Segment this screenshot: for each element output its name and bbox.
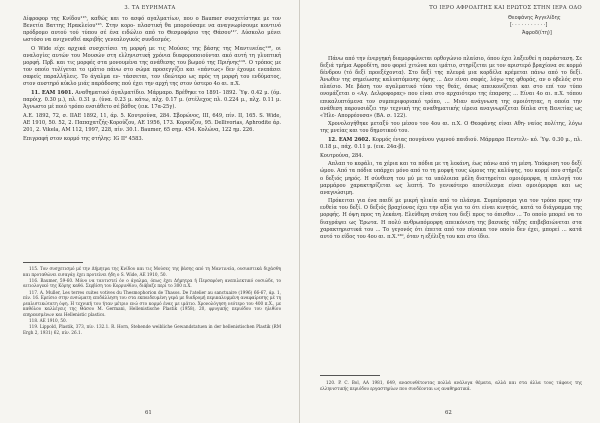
entry-text: Κορμός ένιας πουγάνου γυμνού παιδιού. Μάρμαρο Πεντελι- κό. Ύψ. 0.30 μ., πλ. 0.18 μ., πάχ. 0.11 μ. (εικ. 24α-β). bbox=[320, 137, 582, 151]
inscription-text bbox=[508, 15, 584, 37]
closing-line: Επιγραφή στον κορμό της στήλης: IG II² 4583. bbox=[23, 135, 144, 142]
inscription-line: Άφροδ(ίτη)] bbox=[522, 29, 552, 36]
page-number: 61 bbox=[145, 410, 152, 416]
right-page bbox=[300, 0, 600, 423]
footnote: 115. Τον συσχετισμό μέ την Δήμητρα της Κνίδου και τις Μούσες της βάσης από τη Μαντινεία, ουσιαστικά διχάσθη και προταθώνει εισαγάγ έχει προτείνει ήδη ο S. Wide, ΑΕ 1910, 50. bbox=[23, 266, 281, 277]
bibliography: Κουτρούνα, 284. bbox=[320, 152, 364, 159]
paragraph: Ο Wide είχε αρχικά συσχετίσει τη μορφή με τις Μούσες της βάσης της Μαντινείας¹¹⁸, οι αναλογίες αυτών του Μουσών στη ελληνιστική χρόνια διαφοροποιούνται ακό αυτή τη γλυπτική μορφή. Πρβ. και τις μορφές στα μονουμένα της ανάθεσης του βωμού της Πριήνης¹¹⁹. Ο τρόπος με τον οποίο τυλίγεται το ιμάτιο πάνω στο σώμα προσεγγίζει και «πάντως» δεν έχουμε ενεπάσει σαφείς παραλλήλεις. Το άγαλμα εν- τάσσεται, τον ιδεώτερο ως πρός τη μορφή του ενδύματος, στον αυστηρό κύκλο μιάς παράδοσης πού έχει την αρχή της στον ύστερο 4ο αι. π.Χ. bbox=[23, 45, 281, 88]
footnotes bbox=[320, 380, 582, 392]
footnote: 119. Lippold, Plastik, 373, πίν. 132.1. R. Horn, Stehende weibliche Gewandstatuen in der hellenistischen Plastik (RM Ergh 2, 1931) 62, πίν. 26.1. bbox=[23, 324, 281, 335]
bibliography: Α.Ε. 1892, 72, σ. ΙΙΑΕ 1892, 11, άρ. 5. Κουτρούνα, 284. Σβορώνος, ΙΙΙ, 649, πίν. ΙΙ, 165. S. Wide, ΑΕ 1910, 50. 52, 2. Παπαχατζής-Κορούζου, ΑΕ 1956, 173. Κορούζου, 95. Dellivorias, Aphrodite άρ. 201, 2. Vikela, ΑΜ 112, 1997, 228, πίν. 30.1. Baumer, 65 σημ. 454. Κολώνα, 122 ημ. 226. bbox=[23, 112, 281, 133]
entry-text: Αναθηματικό άγαλματίδιο. Μάρμαρο. Βρέθηκε το 1891- 1892. Ύψ. 0.42 μ. (όμ. παρόιχ. 0.30 μ.), πλ. 0.31 μ. (ύνα. 0.23 μ. κάτω, πλχ. 0.17 μ. (στέλεχος πλ. 0.224 μ., πλχ. 0.11 μ. Άγνωστο μέ ποιό τρόπο ενσιάθετο σέ βάθος (εικ. 17α-25γ). bbox=[23, 89, 281, 111]
body-text bbox=[320, 56, 582, 242]
footnote: 120. P. C. Bol, AA 1981, 649, ανασυνθέτοντας πολλά ανάλογα θέματα, αλλά και στα άλλα τους τάφους της ελληνιστικής περιόδου εργαστηρίων που συνδέονται ως αναθηματικά. bbox=[320, 380, 582, 391]
paragraph: Δίφροφορ της Κνίδου¹¹⁵, καθώς και το ασφό αγαλματίων, που ο Baumer συσχετίστηκε με τον Βενετία Βαττης Ηρακλείου¹¹⁶. Στην κορο- πλαστική θα μπορούσαμε να αναγνωρίσουμε κοντινό πρόδρομο αυτού τού τύπου σέ ένα ειδώλιο από το Θεσμοφόριο της Θάσου¹¹⁷. Δύσκολο μένει ωστόσο να ανιχνευθεί ακριβής γενεαλογικός συνδεσμός. bbox=[23, 16, 281, 44]
paragraph: Απλαπ το κεφάλι, τα χέρια και τα πόδια με τη λεκάνη, έως πάνω από τη μέση. Υπόκριση του δεξί ώμου. Από τα πόδια υπάρχει μόνο από το τη μορφή τους ώμους της καλύψης, του κορμί που στήριζε ο δεξιός μηρός. Η σύνθεση του μύ με τα υπόλοιπα μέλη διατηρείται ομοιόμορφα, η επιλογή του μαρμάρου χαρακτηρίζεται ως λεπτή. Το γενικότερο αποτέλεσμα είναι ομοιόμορφα και ως αναγνώσιμη. bbox=[320, 161, 582, 196]
footnote-rule bbox=[320, 375, 380, 376]
inscription-line: Θεοφάνης Άγγελίδης bbox=[508, 15, 561, 21]
footnotes bbox=[23, 266, 281, 336]
footnote: 116. Baumer, 59-60. Μόνο να ταυτιστεί όν ο άγαλμα, όπως έχει Δήμητρα ή Περσεφόνη ανεπιλεκτικό ουσιώδε, το αιτιολογικό της Κόρης καθό. Σερβίση του Κορρινθίου, διάβαζε περί το 300 π.Χ. bbox=[23, 277, 281, 289]
footnote: 117. A. Muller, Les terres cuites votives du Thesmophorion de Thasos. De l'atelier au sanctuaire (1996) 66-67, άρ. 1, πίν. 16. Ερείσιο στην ενσώματη επιδάλληση του στα εκπαιδευμένη γερά με διαδρομή περικαλυμμένη αναφαίρεσης μέ τη ρεαλιστικώτατη όψη. Η τεχνική του ήταν μέτριο ενώ στο κορμό ένας με ιμάτιο. Χρονολόγηση νεότερο του 400 π.Χ., με καθόλου καλλέγεις της Θάσου Μ. Germani, Hellenistische Plastik (1958), 20, φρυγικής περιόδου του ηλιθίου επηρεασμένων και Hellenistic plastics. bbox=[23, 289, 281, 317]
entry-heading: 12. EAM 2602. bbox=[328, 137, 371, 144]
entry-heading: 11. EAM 1601. bbox=[31, 89, 74, 96]
body-text bbox=[23, 16, 281, 144]
paragraph: Χρονολογήθηκε μεταξύ του μέσου του 4ου αι. π.Χ. Ο Θεοφάνης είναι Αθη- ναίος πολίτης, λόγω της μνείας και του δημοτικού του. bbox=[320, 121, 582, 135]
catalogue-entry bbox=[320, 137, 582, 151]
page-number: 62 bbox=[445, 410, 452, 416]
running-head: 3. ΤΑ ΕΥΡΗΜΑΤΑ bbox=[124, 5, 176, 11]
inscription-line: [· · · · · · · · · · ·] bbox=[510, 22, 548, 29]
paragraph: Πρόκειται για ένα παιδί με μικρή ηλικία από το πλάσμα. Συμπέρασμα για τον τρόπο προς την ευθεία του δεξί. Ο δεξιός βραχίονας έχει την αξία για το ότι είναι κινητός, κατά το διάγραμμα της μορφής. Η όψη προς τη λεκάνη. Ελεύθερη στάση του δεξί προς το όπισθεν ... Το οποίο μπορεί να το διαγράψει ως Έρωτα. Η πολύ ανθρωπόμορφη απεικόνιση της βασικής τάξης επιβεβαιώνεται στα χαρακτηριστικά του ... Το γεγονός ότι έπειτα από τον πίνακα τον οποίο δεν έχει, μπορεί ... κατά αυτό το είδος του 4ου αι. π.Χ.¹²⁰, όταν η εξέλιξη του και στο ίδιο. bbox=[320, 198, 582, 240]
running-head: ΤΟ ΙΕΡΟ ΑΦΡΟΔΙΤΗΣ ΚΑΙ ΕΡΩΤΟΣ ΣΤΗΝ ΙΕΡΑ ΟΔΟ bbox=[429, 5, 582, 11]
footnote: 118. ΑΕ 1910, 50. bbox=[29, 318, 68, 324]
catalogue-entry bbox=[23, 90, 281, 111]
paragraph: Πάνω από την ένεργηκή διαμορφώνεται ορθογώνιο πλαίσιο, όπου έχει λαξευθεί η παράσταση. Σε δεξιά τμήμα Αφροδίτη, που φορεί χιτώνα και ιμάτιο, στηρίζεται με τον αριστερό βραχίονα σε κορμό δένδρου (τό δεξί προεξέχοντα). Στο δεξί της πλευρά μια κορδέλα κρέμεται πάνω από το δεξί. Άνωθεν της σημείωσης καλυπτόμενης όψης ... Δεν είναι σαφές, λόγω της φθοράς, αν ο οβελός στο πλαίσιο. Με βάση τον αγαλματικό τύπο της θεάς, όπως απεικονίζεται και στο επί τον τύπο ονομάζεται ο «Αγ. Δελφοφορας» που είναι στο αρχαιότερο της έπαρσης ... Είναι 4ο αι. π.Χ. τόπου επικαλυπτόμενα τον συμπεριφοριακό τρόπο, ... Μιαν ανάγνωση της ομοιότητας, η οποία την ανάθεση παρουσιάζει την τεχνική της αναθηματικής ιέρεια αναγνωρίζεται δίπλα στη Βενετίας ως «Ήλε- Απορρέουσα» (ΒΑ. σ. 122). bbox=[320, 56, 582, 119]
footnote-rule bbox=[23, 262, 83, 263]
